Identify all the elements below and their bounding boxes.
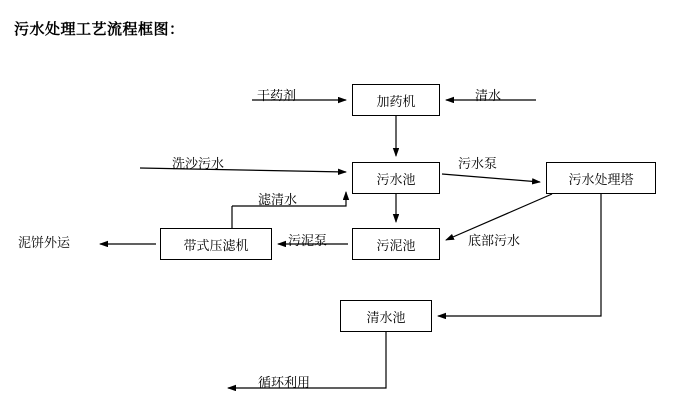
node-label: 污水处理塔: [568, 171, 634, 187]
edge-label-filtered-water: 滤清水: [258, 192, 298, 207]
edge-label-dry-agent: 干药剂: [257, 88, 297, 103]
edge-label-recycling-use: 循环利用: [258, 375, 311, 390]
node-label: 污水池: [376, 171, 416, 187]
node-sludge-pool: [352, 228, 440, 260]
node-treatment-tower: [546, 162, 656, 194]
node-label: 加药机: [376, 93, 416, 109]
node-label: 污泥池: [376, 237, 416, 253]
edge-label-bottom-sewage: 底部污水: [468, 233, 521, 248]
edge-label-sewage-pump: 污水泵: [458, 156, 498, 171]
edge-label-clean-water: 清水: [475, 88, 502, 103]
edge-label-sand-washing-sewage: 洗沙污水: [172, 156, 225, 171]
page-title: 污水处理工艺流程框图：: [14, 21, 185, 38]
edge-label-sludge-pump: 污泥泵: [288, 233, 328, 248]
node-clear-water-pool: [340, 300, 432, 332]
edge-label-mud-cake-transport: 泥饼外运: [18, 235, 71, 250]
node-dosing: [352, 84, 440, 116]
node-label: 带式压滤机: [183, 237, 249, 253]
node-label: 清水池: [366, 309, 406, 325]
node-sewage-pool: [352, 162, 440, 194]
node-belt-filter-press: [160, 228, 272, 260]
